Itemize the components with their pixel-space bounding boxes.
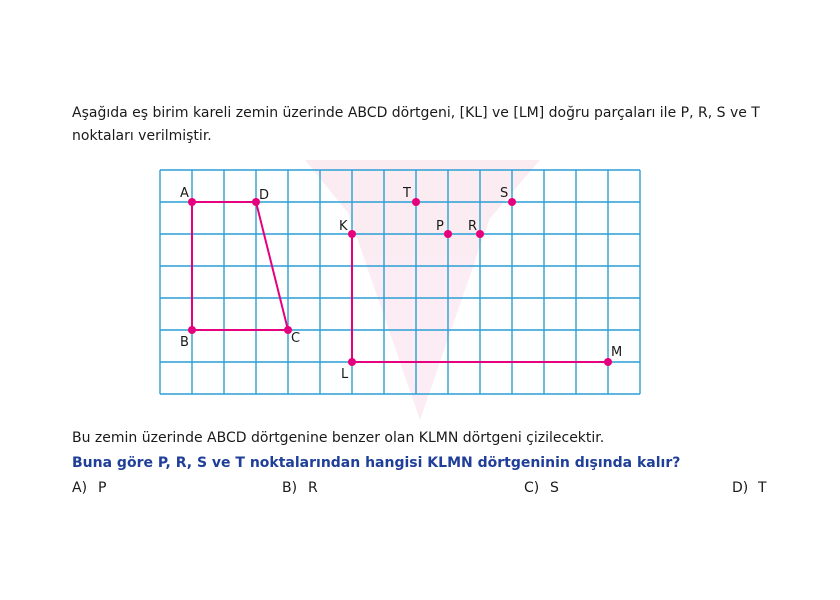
point-p — [444, 230, 452, 238]
point-r — [476, 230, 484, 238]
point-a — [188, 198, 196, 206]
point-label-r: R — [468, 219, 478, 234]
question-prompt: Buna göre P, R, S ve T noktalarından hangisi KLMN dörtgeninin dışında kalır? — [72, 455, 681, 471]
option-c-letter: C) — [524, 480, 540, 496]
option-b-letter: B) — [282, 480, 298, 496]
option-a-letter: A) — [72, 480, 88, 496]
option-c[interactable] — [524, 478, 559, 498]
point-label-b: B — [180, 335, 189, 350]
option-b-text: R — [308, 480, 318, 496]
point-label-k: K — [339, 219, 348, 234]
intro-line-1: Aşağıda eş birim kareli zemin üzerinde ABCD dörtgeni, [KL] ve [LM] doğru parçaları ile P, R, S ve T — [72, 105, 760, 121]
point-label-m: M — [611, 345, 623, 360]
point-k — [348, 230, 356, 238]
point-label-a: A — [180, 186, 189, 201]
statement-text: Bu zemin üzerinde ABCD dörtgenine benzer olan KLMN dörtgeni çizilecektir. — [72, 430, 605, 446]
point-label-c: C — [291, 331, 301, 346]
option-b[interactable] — [282, 478, 318, 498]
point-label-l: L — [341, 367, 349, 382]
option-a[interactable] — [72, 478, 106, 498]
point-s — [508, 198, 516, 206]
point-label-s: S — [500, 186, 509, 201]
point-b — [188, 326, 196, 334]
point-label-d: D — [259, 188, 270, 203]
point-l — [348, 358, 356, 366]
option-d[interactable] — [732, 478, 767, 498]
point-label-t: T — [403, 186, 411, 201]
option-a-text: P — [98, 480, 107, 496]
point-label-p: P — [436, 219, 444, 234]
intro-line-2: noktaları verilmiştir. — [72, 128, 212, 144]
option-d-letter: D) — [732, 480, 749, 496]
option-d-text: T — [758, 480, 767, 496]
option-c-text: S — [550, 480, 559, 496]
point-t — [412, 198, 420, 206]
